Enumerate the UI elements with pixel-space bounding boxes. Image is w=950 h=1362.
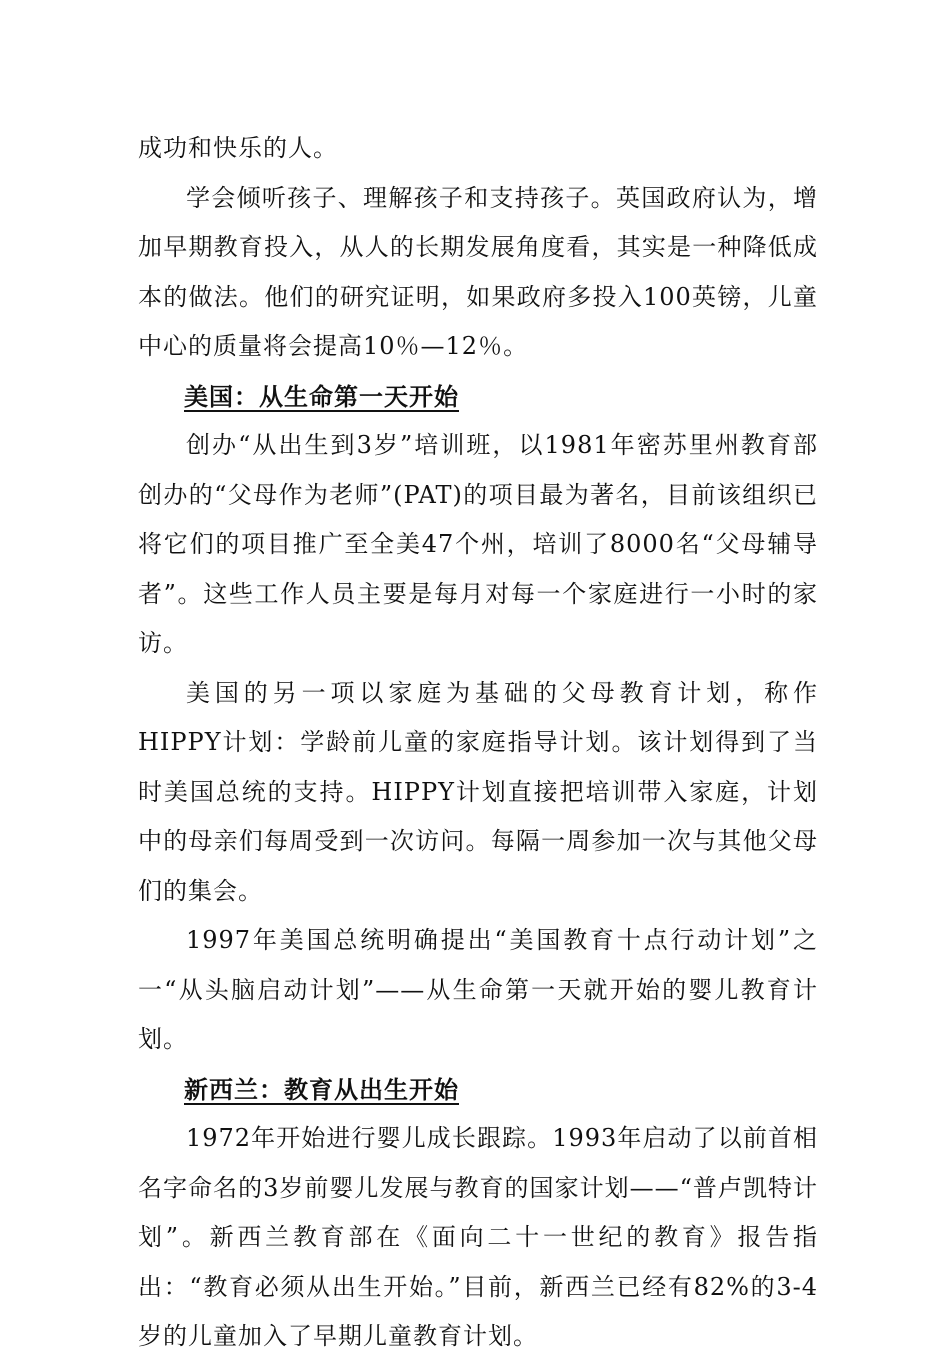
heading-text: 美国：从生命第一天开始 [184, 381, 459, 411]
document-body [138, 124, 818, 1362]
paragraph-usa-pat: 创办“从出生到3岁”培训班，以1981年密苏里州教育部创办的“父母作为老师”(PAT)的项目最为著名，目前该组织已将它们的项目推广至全美47个州，培训了8000名“父母辅导者”。这些工作人员主要是每月对每一个家庭进行一小时的家访。 [138, 431, 818, 657]
paragraph-usa-hippy: 美国的另一项以家庭为基础的父母教育计划，称作HIPPY计划：学龄前儿童的家庭指导计划。该计划得到了当时美国总统的支持。HIPPY计划直接把培训带入家庭，计划中的母亲们每周受到一次访问。每隔一周参加一次与其他父母们的集会。 [138, 678, 818, 905]
section-heading-usa [138, 372, 818, 422]
heading-text: 新西兰：教育从出生开始 [184, 1074, 459, 1104]
paragraph-uk-listening: 学会倾听孩子、理解孩子和支持孩子。英国政府认为，增加早期教育投入，从人的长期发展角度看，其实是一种降低成本的做法。他们的研究证明，如果政府多投入100英镑，儿童中心的质量将会提高10％—12％。 [138, 183, 818, 360]
section-heading-new-zealand [138, 1065, 818, 1115]
paragraph-continuation: 成功和快乐的人。 [138, 134, 338, 162]
paragraph-usa-1997: 1997年美国总统明确提出“美国教育十点行动计划”之一“从头脑启动计划”——从生命第一天就开始的婴儿教育计划。 [138, 926, 818, 1053]
paragraph-new-zealand: 1972年开始进行婴儿成长跟踪。1993年启动了以前首相名字命名的3岁前婴儿发展与教育的国家计划——“普卢凯特计划”。新西兰教育部在《面向二十一世纪的教育》报告指出：“教育必须从出生开始。”目前，新西兰已经有82%的3-4岁的儿童加入了早期儿童教育计划。 [138, 1124, 818, 1350]
